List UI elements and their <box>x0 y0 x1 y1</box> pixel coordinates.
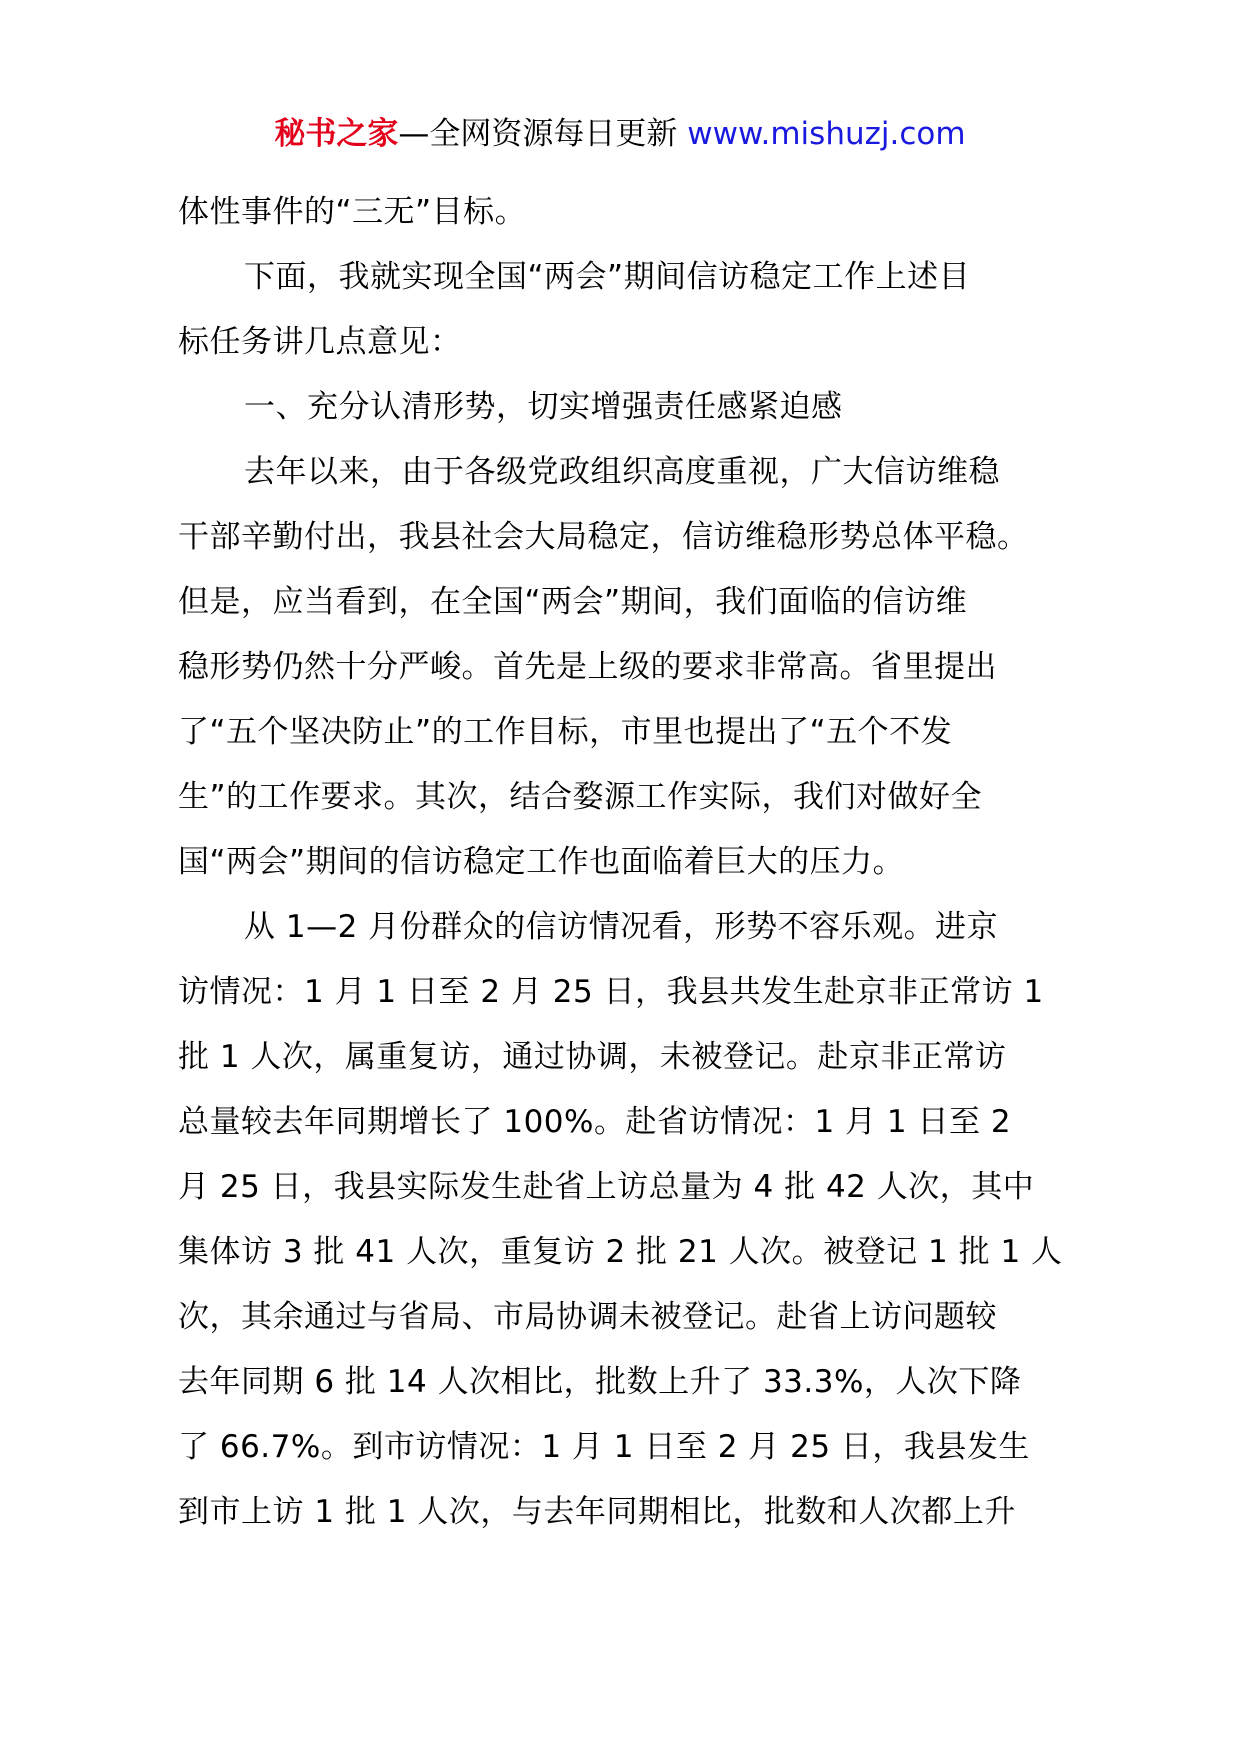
text-line: 国“两会”期间的信访稳定工作也面临着巨大的压力。 <box>178 844 905 880</box>
text-line: 月 25 日，我县实际发生赴省上访总量为 4 批 42 人次，其中 <box>178 1169 1035 1205</box>
text-line: 批 1 人次，属重复访，通过协调，未被登记。赴京非正常访 <box>178 1039 1007 1075</box>
text-line: 次，其余通过与省局、市局协调未被登记。赴省上访问题较 <box>178 1299 997 1335</box>
paragraph-first-line: 从 1—2 月份群众的信访情况看，形势不容乐观。进京 <box>244 909 999 945</box>
text-line: 集体访 3 批 41 人次，重复访 2 批 21 人次。被登记 1 批 1 人 <box>178 1234 1063 1270</box>
text-line: 总量较去年同期增长了 100%。赴省访情况：1 月 1 日至 2 <box>178 1104 1012 1140</box>
text-line: 访情况：1 月 1 日至 2 月 25 日，我县共发生赴京非正常访 1 <box>178 974 1044 1010</box>
text-line: 到市上访 1 批 1 人次，与去年同期相比，批数和人次都上升 <box>178 1494 1016 1530</box>
header-url-link[interactable]: www.mishuzj.com <box>687 116 966 152</box>
text-line: 去年同期 6 批 14 人次相比，批数上升了 33.3%，人次下降 <box>178 1364 1022 1400</box>
paragraph-first-line: 下面，我就实现全国“两会”期间信访稳定工作上述目 <box>244 259 971 295</box>
text-line: 体性事件的“三无”目标。 <box>178 194 527 230</box>
text-line: 了 66.7%。到市访情况：1 月 1 日至 2 月 25 日，我县发生 <box>178 1429 1030 1465</box>
text-line: 生”的工作要求。其次，结合婺源工作实际，我们对做好全 <box>178 779 983 815</box>
document-body <box>178 190 1078 1555</box>
header-brand: 秘书之家 <box>274 116 399 152</box>
text-line: 了“五个坚决防止”的工作目标，市里也提出了“五个不发 <box>178 714 953 750</box>
section-heading: 一、充分认清形势，切实增强责任感紧迫感 <box>244 389 843 425</box>
paragraph-first-line: 去年以来，由于各级党政组织高度重视，广大信访维稳 <box>244 454 1000 490</box>
text-line: 干部辛勤付出，我县社会大局稳定，信访维稳形势总体平稳。 <box>178 519 1029 555</box>
text-line: 标任务讲几点意见： <box>178 324 462 360</box>
text-line: 但是，应当看到，在全国“两会”期间，我们面临的信访维 <box>178 584 968 620</box>
page-header <box>0 112 1240 156</box>
header-tagline: —全网资源每日更新 <box>398 116 688 152</box>
text-line: 稳形势仍然十分严峻。首先是上级的要求非常高。省里提出 <box>178 649 997 685</box>
